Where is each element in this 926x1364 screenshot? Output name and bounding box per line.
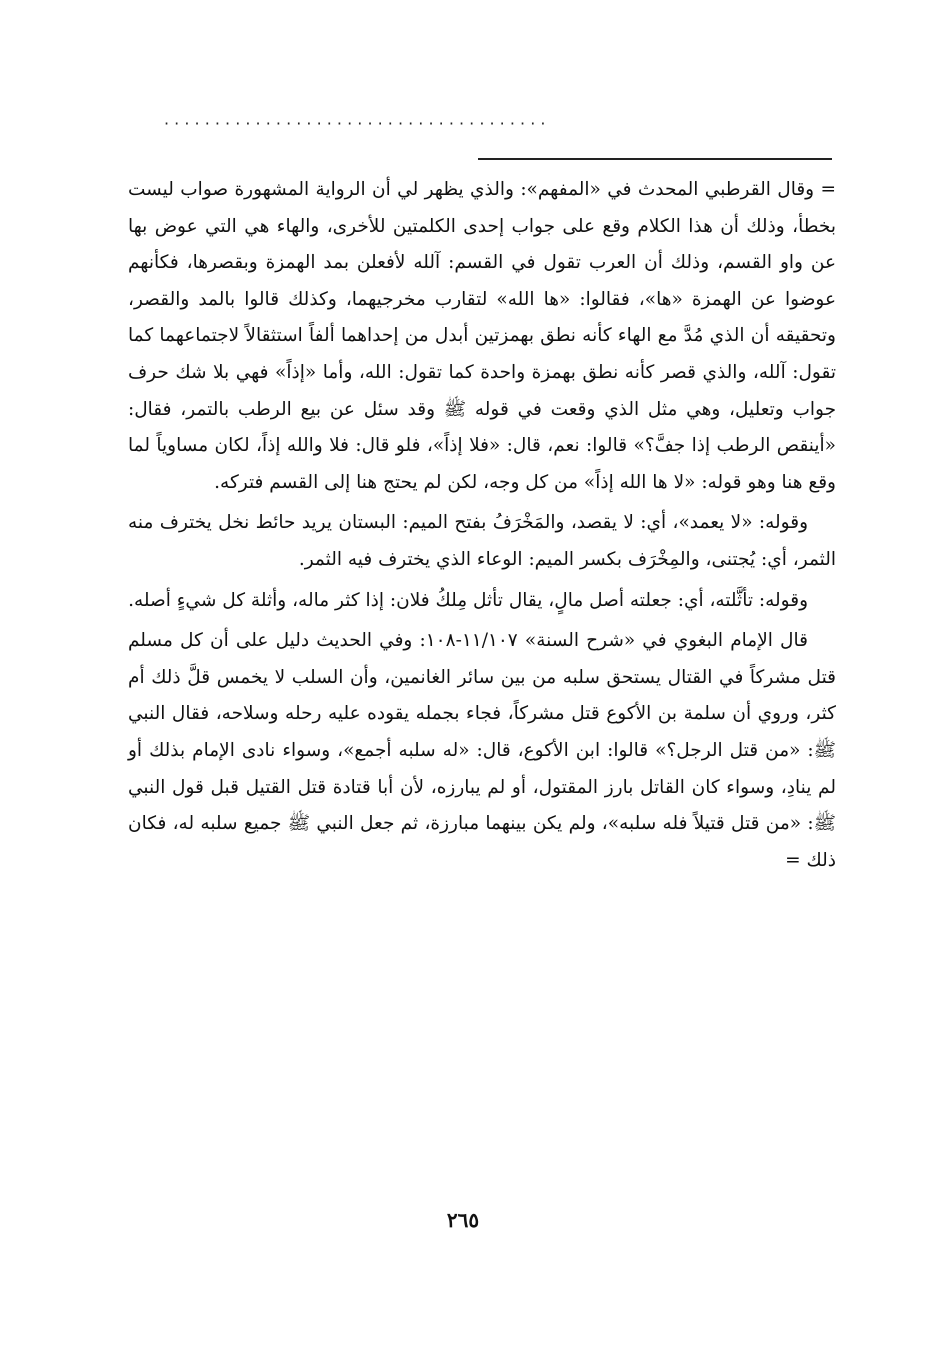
footnote-paragraph-1: = وقال القرطبي المحدث في «المفهم»: والذي يظهر لي أن الرواية المشهورة صواب ليست بخطأ، وذلك أن هذا الكلام وقع على جواب إحدى الكلمتين للأخرى، والهاء هي التي عوض بها عن واو القسم، وذلك أن العرب تقول في القسم: آلله لأفعلن بمد الهمزة وبقصرها، فكأنهم عوضوا عن الهمزة «ها»، فقالوا: «ها الله» لتقارب مخرجيهما، وكذلك قالوا بالمد والقصر، وتحقيقه أن الذي مُدَّ مع الهاء كأنه نطق بهمزتين أبدل من إحداهما ألفاً استثقالاً لاجتماعهما كما تقول: آلله، والذي قصر كأنه نطق بهمزة واحدة كما تقول: الله، وأما «إذاً» فهي بلا شك حرف جواب وتعليل، وهي مثل الذي وقعت في قوله ﷺ وقد سئل عن بيع الرطب بالتمر، فقال: «أينقص الرطب إذا جفَّ؟» قالوا: نعم، قال: «فلا إذاً»، فلو قال: فلا والله إذاً، لكان مساوياً لما وقع هنا وهو قوله: «لا ها الله إذاً» من كل وجه، لكن لم يحتج هنا إلى القسم فتركه.: [128, 179, 836, 493]
footnote-paragraph-2: وقوله: «لا يعمد»، أي: لا يقصد، والمَخْرَفُ بفتح الميم: البستان يريد حائط نخل يخترف منه الثمر، أي: يُجتنى، والمِخْرَف بكسر الميم: الوعاء الذي يخترف فيه الثمر.: [128, 512, 836, 570]
footnote-text-body: [128, 172, 836, 883]
footnote-paragraph-4: قال الإمام البغوي في «شرح السنة» ١١/١٠٧-١٠٨: وفي الحديث دليل على أن كل مسلم قتل مشركاً في القتال يستحق سلبه من بين سائر الغانمين، وأن السلب لا يخمس قلَّ ذلك أم كثر، وروي أن سلمة بن الأكوع قتل مشركاً، فجاء بجمله يقوده عليه رحله وسلاحه، فقال النبي ﷺ: «من قتل الرجل؟» قالوا: ابن الأكوع، قال: «له سلبه أجمع»، وسواء نادى الإمام بذلك أو لم ينادِ، وسواء كان القاتل بارز المقتول، أو لم يبارزه، لأن أبا قتادة قتل القتيل قبل قول النبي ﷺ: «من قتل قتيلاً فله سلبه»، ولم يكن بينهما مبارزة، ثم جعل النبي ﷺ جميع سلبه له، فكان ذلك =: [128, 630, 836, 871]
footnote-paragraph-3: وقوله: تأثَّلته، أي: جعلته أصل مالٍ، يقال تأثل مِلكُ فلان: إذا كثر ماله، وأثلة كل شيءٍ أصله.: [128, 589, 808, 611]
page-number: ٢٦٥: [446, 1208, 480, 1232]
footnote-separator-rule: [478, 158, 832, 160]
header-dot-leader: · · · · · · · · · · · · · · · · · · · · · · · · · · · · · · · · · · · · · ·: [164, 114, 546, 133]
